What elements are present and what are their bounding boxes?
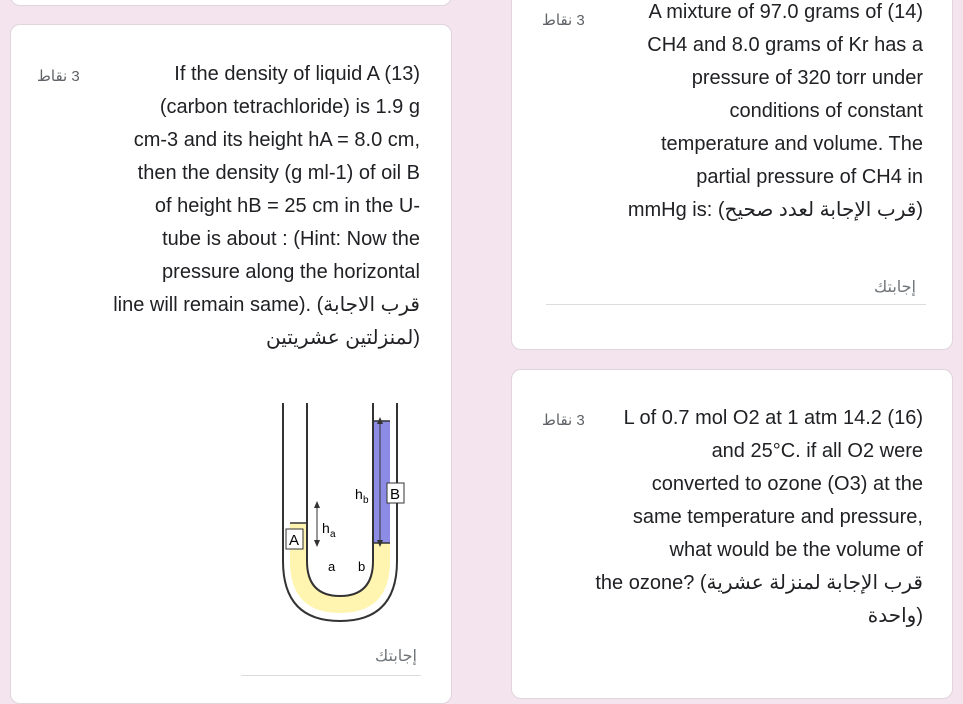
question-line: (carbon tetrachloride) is 1.9 g: [159, 96, 420, 118]
question-line: If the density of liquid A (13): [174, 63, 420, 85]
liquid-b: [373, 421, 390, 543]
question-line: cm-3 and its height hA = 8.0 cm,: [133, 129, 420, 151]
label-ha: h: [322, 520, 330, 536]
question-line: what would be the volume of: [669, 539, 923, 561]
u-tube-diagram: [266, 403, 426, 633]
question-line: partial pressure of CH4 in: [696, 166, 923, 188]
question-line: line will remain same). (قرب الاجابة: [113, 294, 420, 316]
question-line: L of 0.7 mol O2 at 1 atm 14.2 (16): [623, 407, 923, 429]
question-line: same temperature and pressure,: [632, 506, 923, 528]
question-line: pressure of 320 torr under: [691, 67, 923, 89]
question-line: of height hB = 25 cm in the U-: [154, 195, 420, 217]
label-b-point: b: [358, 559, 366, 574]
question-line: converted to ozone (O3) at the: [651, 473, 923, 495]
points-badge: 3 نقاط: [542, 412, 585, 429]
label-a-point: a: [328, 559, 336, 574]
points-badge: 3 نقاط: [37, 68, 80, 85]
question-card-13: [10, 24, 452, 704]
question-line: mmHg is: (قرب الإجابة لعدد صحيح): [627, 199, 923, 221]
question-line: pressure along the horizontal: [162, 261, 420, 283]
question-line: conditions of constant: [729, 100, 923, 122]
previous-card-left: [10, 0, 452, 6]
label-a-box: A: [289, 532, 300, 549]
question-line: واحدة): [867, 605, 923, 627]
question-line: لمنزلتين عشريتين): [265, 327, 420, 349]
question-line: temperature and volume. The: [660, 133, 923, 155]
points-badge: 3 نقاط: [542, 12, 585, 29]
question-line: CH4 and 8.0 grams of Kr has a: [647, 34, 923, 56]
question-line: and 25°C. if all O2 were: [711, 440, 923, 462]
label-hb-sub: b: [363, 495, 369, 506]
label-hb: h: [355, 486, 363, 502]
label-b-box: B: [390, 486, 401, 503]
answer-input[interactable]: [241, 675, 421, 676]
question-card-14: [511, 0, 953, 350]
question-line: the ozone? (قرب الإجابة لمنزلة عشرية: [595, 572, 923, 594]
question-card-16: [511, 369, 953, 699]
answer-label: إجابتك: [874, 279, 916, 296]
answer-input[interactable]: [546, 304, 926, 305]
label-ha-sub: a: [330, 529, 336, 540]
question-text: [60, 58, 420, 355]
question-text: [593, 0, 923, 227]
question-line: A mixture of 97.0 grams of (14): [648, 1, 923, 23]
question-line: then the density (g ml-1) of oil B: [137, 162, 420, 184]
question-line: tube is about : (Hint: Now the: [162, 228, 420, 250]
question-text: [583, 402, 923, 633]
answer-label: إجابتك: [375, 648, 417, 665]
